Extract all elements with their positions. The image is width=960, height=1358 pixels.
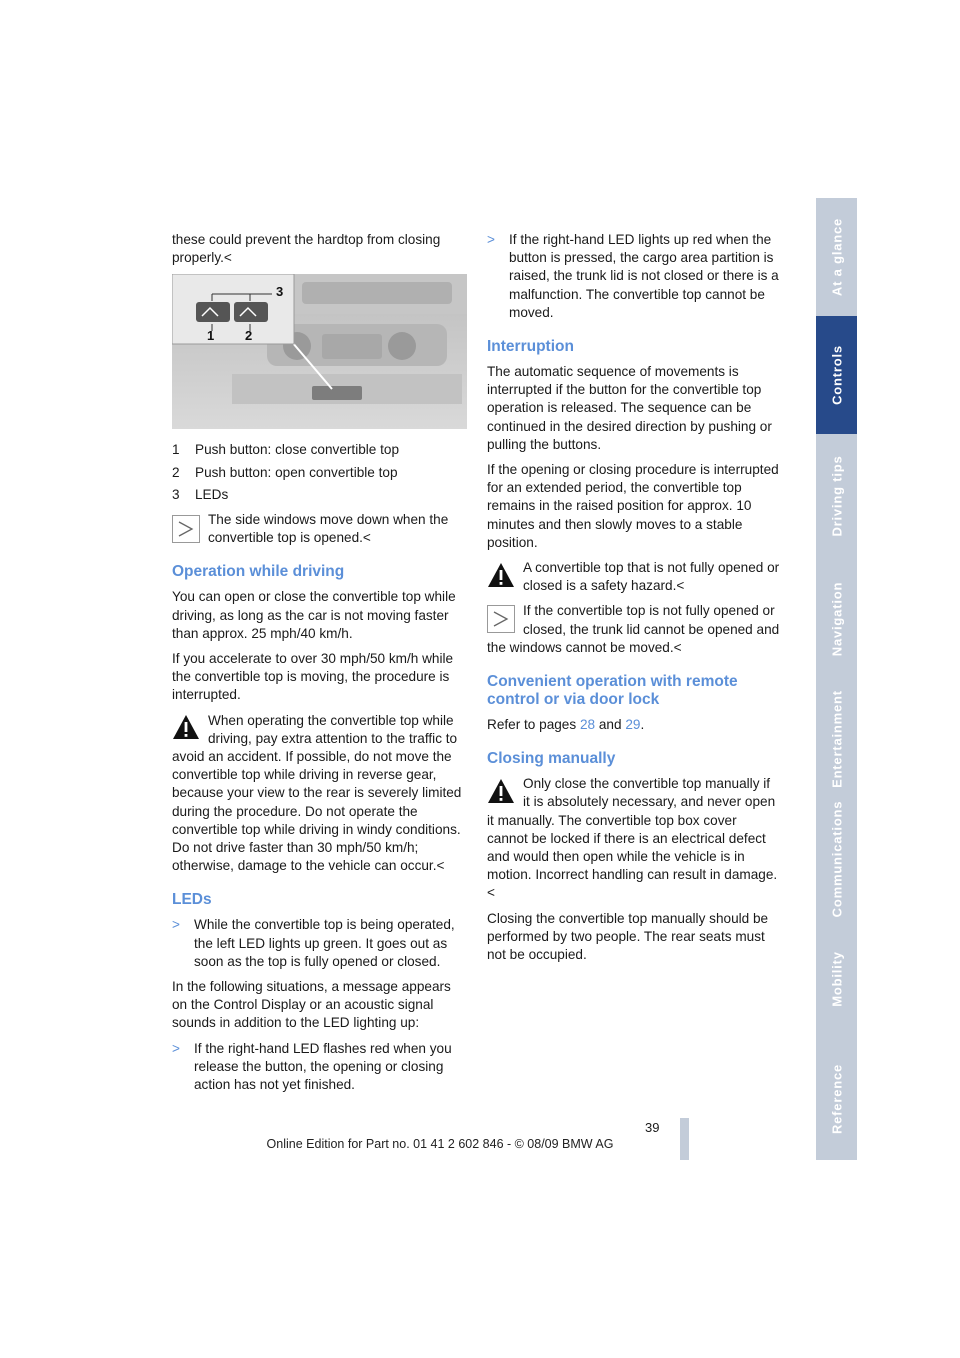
- warning-hazard: A convertible top that is not fully opened or closed is a safety hazard.<: [487, 559, 780, 595]
- warning-icon: [487, 562, 515, 588]
- heading-leds: LEDs: [172, 891, 212, 909]
- bullet-item: > While the convertible top is being operated, the left LED lights up green. It goes out as soon as the top is fully opened or closed.: [172, 917, 455, 969]
- paragraph: You can open or close the convertible top while driving, as long as the car is not moving faster than approx. 25 mph/40 km/h.: [172, 589, 456, 641]
- figure-legend: [172, 441, 467, 504]
- note-trunk: If the convertible top is not fully opened or closed, the trunk lid cannot be opened and the windows cannot be moved.<: [487, 603, 780, 655]
- warning-driving: When operating the convertible top while driving, pay extra attention to the traffic to avoid an accident. If possible, do not move the convertible top while driving in reverse gear, because your view to the rear is severely limited during the procedure. Do not operate the convertible top while driving in windy conditions. Do not drive faster than 30 mph/50 km/h; otherwise, damage to the vehicle can occur.<: [172, 712, 462, 874]
- paragraph: Closing the convertible top manually should be performed by two people. The rear seats must not be occupied.: [487, 910, 769, 963]
- bullet-item: > If the right-hand LED lights up red when the button is pressed, the cargo area partition is raised, the trunk lid is not closed or there is a malfunction. The convertible top cannot be moved.: [487, 232, 779, 320]
- note-windows: The side windows move down when the convertible top is opened.<: [172, 511, 467, 547]
- callout-1: 1: [207, 328, 215, 344]
- paragraph: The automatic sequence of movements is interrupted if the button for the convertible top operation is released. The sequence can be continued in the desired direction by pushing or pulling the buttons.: [487, 364, 772, 452]
- tab-entertainment[interactable]: Entertainment: [816, 680, 857, 800]
- note-icon: [172, 515, 200, 543]
- paragraph: If you accelerate to over 30 mph/50 km/h while the convertible top is moving, the procedure is interrupted.: [172, 651, 454, 703]
- bullet-item: > If the right-hand LED flashes red when you release the button, the opening or closing action has not yet finished.: [172, 1040, 452, 1093]
- warning-icon: [172, 714, 200, 740]
- tab-navigation[interactable]: Navigation: [816, 557, 857, 682]
- page-link-28[interactable]: 28: [579, 717, 596, 733]
- right-column: [487, 231, 780, 971]
- tab-reference[interactable]: Reference: [816, 1038, 857, 1162]
- console-illustration: [172, 274, 467, 429]
- heading-operation-while-driving: Operation while driving: [172, 563, 345, 581]
- paragraph-refer: Refer to pages 28 and 29.: [487, 717, 645, 733]
- tab-mobility[interactable]: Mobility: [816, 920, 857, 1040]
- tab-at-a-glance[interactable]: At a glance: [816, 198, 857, 318]
- warning-manual: Only close the convertible top manually if it is absolutely necessary, and never open it manually. The convertible top box cover cannot be locked if there is an electrical defect and would then open while the vehicle is in motion. Incorrect handling can result in damage.<: [487, 776, 778, 901]
- left-column: [172, 231, 467, 1101]
- callout-3: 3: [276, 284, 284, 300]
- note-icon: [487, 605, 515, 633]
- page-link-29[interactable]: 29: [625, 717, 641, 733]
- heading-remote-operation: Convenient operation with remote control or via door lock: [487, 673, 738, 709]
- paragraph: If the opening or closing procedure is interrupted for an extended period, the convertible top remains in the raised position for approx. 10 minutes and then slowly moves to a stable position.: [487, 462, 779, 550]
- tab-controls[interactable]: Controls: [816, 316, 857, 436]
- chapter-tabs: [816, 198, 857, 1160]
- convertible-top-buttons-figure: [172, 274, 467, 429]
- legend-item: 2 Push button: open convertible top: [172, 464, 398, 480]
- footer: Online Edition for Part no. 01 41 2 602 846 - © 08/09 BMW AG: [266, 1137, 614, 1151]
- tab-driving-tips[interactable]: Driving tips: [816, 434, 857, 559]
- intro-paragraph: these could prevent the hardtop from closing properly.<: [172, 232, 441, 266]
- warning-icon: [487, 778, 515, 804]
- tab-communications[interactable]: Communications: [816, 798, 857, 922]
- paragraph: In the following situations, a message appears on the Control Display or an acoustic signal sounds in addition to the LED lighting up:: [172, 979, 451, 1031]
- page-number: 39: [645, 1120, 660, 1135]
- heading-closing-manually: Closing manually: [487, 750, 616, 768]
- callout-2: 2: [245, 328, 253, 344]
- legend-item: 3 LEDs: [172, 486, 229, 502]
- heading-interruption: Interruption: [487, 338, 574, 356]
- legend-item: 1 Push button: close convertible top: [172, 442, 400, 458]
